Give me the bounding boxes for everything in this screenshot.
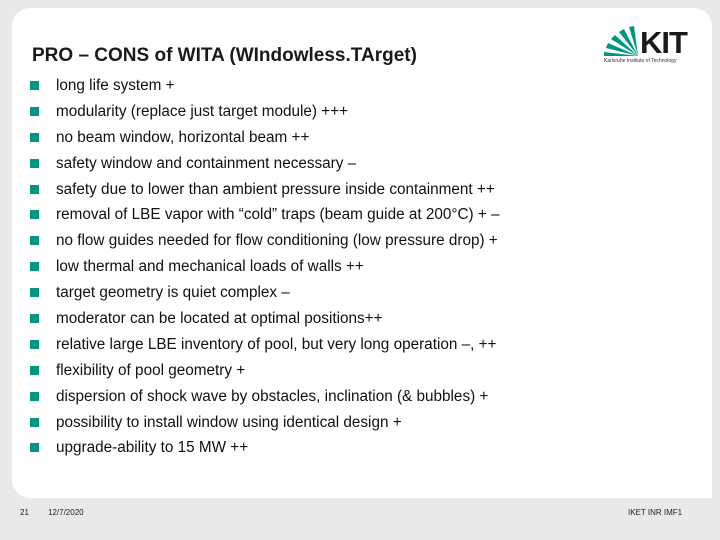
- bullet-text: low thermal and mechanical loads of walls ++: [56, 258, 364, 276]
- bullet-square-icon: [30, 340, 39, 349]
- bullet-text: flexibility of pool geometry +: [56, 361, 246, 379]
- bullet-square-icon: [30, 107, 39, 116]
- kit-logo-subtitle: Karlsruhe Institute of Technology: [604, 58, 677, 64]
- kit-logo-wordmark: KIT: [640, 25, 687, 60]
- bullet-item: [30, 280, 500, 306]
- bullet-item: [30, 73, 500, 99]
- bullet-square-icon: [30, 366, 39, 375]
- bullet-square-icon: [30, 236, 39, 245]
- bullet-item: [30, 99, 500, 125]
- bullet-text: long life system +: [56, 77, 175, 94]
- bullet-text: possibility to install window using identical design +: [56, 413, 402, 431]
- bullet-text: no beam window, horizontal beam ++: [56, 128, 310, 146]
- bullet-square-icon: [30, 210, 39, 219]
- bullet-item: [30, 125, 500, 151]
- bullet-text: dispersion of shock wave by obstacles, inclination (& bubbles) +: [56, 387, 489, 405]
- bullet-square-icon: [30, 443, 39, 452]
- bullet-square-icon: [30, 262, 39, 271]
- bullet-item: [30, 410, 500, 436]
- bullet-item: [30, 177, 500, 203]
- bullet-text: target geometry is quiet complex –: [56, 284, 290, 302]
- bullet-item: [30, 384, 500, 410]
- bullet-square-icon: [30, 81, 39, 90]
- bullet-square-icon: [30, 314, 39, 323]
- bullet-text: safety due to lower than ambient pressure inside containment ++: [56, 180, 495, 198]
- bullet-text: moderator can be located at optimal positions++: [56, 310, 383, 328]
- bullet-square-icon: [30, 185, 39, 194]
- bullet-square-icon: [30, 133, 39, 142]
- bullet-item: [30, 228, 500, 254]
- bullet-item: [30, 332, 500, 358]
- bullet-list: [30, 73, 500, 461]
- bullet-square-icon: [30, 418, 39, 427]
- slide-date: 12/7/2020: [48, 508, 84, 517]
- page-number: 21: [20, 508, 29, 517]
- bullet-item: [30, 254, 500, 280]
- bullet-item: [30, 358, 500, 384]
- bullet-text: upgrade-ability to 15 MW ++: [56, 439, 249, 457]
- bullet-square-icon: [30, 392, 39, 401]
- slide-title: PRO – CONS of WITA (WIndowless.TArget): [32, 45, 417, 66]
- bullet-item: [30, 202, 500, 228]
- bullet-item: [30, 306, 500, 332]
- bullet-item: [30, 151, 500, 177]
- kit-logo: [604, 26, 694, 68]
- kit-logo-fan-icon: [604, 26, 644, 58]
- bullet-text: safety window and containment necessary –: [56, 154, 357, 172]
- bullet-text: modularity (replace just target module) +++: [56, 102, 349, 120]
- bullet-text: relative large LBE inventory of pool, but very long operation –, ++: [56, 335, 497, 353]
- bullet-text: removal of LBE vapor with “cold” traps (beam guide at 200°C) + –: [56, 206, 500, 224]
- bullet-square-icon: [30, 159, 39, 168]
- bullet-text: no flow guides needed for flow conditioning (low pressure drop) +: [56, 232, 498, 250]
- organization-label: IKET INR IMF1: [628, 508, 683, 517]
- bullet-item: [30, 435, 500, 461]
- bullet-square-icon: [30, 288, 39, 297]
